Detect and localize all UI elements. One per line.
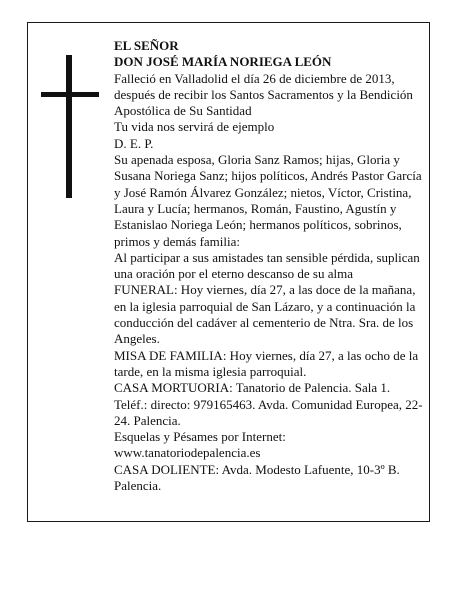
title-line-1: EL SEÑOR (114, 38, 179, 53)
family-list: Su apenada esposa, Gloria Sanz Ramos; hijas, Gloria y Susana Noriega Sanz; hijos políticos, Andrés Pastor García y José Ramón Álvarez González; nietos, Víctor, Cristina, Laura y Lucía; hermanos, Román, Faustino, Agustín y Estanislao Noriega León; hermanos políticos, sobrinos, primos y demás familia: (114, 152, 422, 249)
mourning-house-info: CASA DOLIENTE: Avda. Modesto Lafuente, 10-3º B. Palencia. (114, 461, 400, 494)
condolences-label: Esquelas y Pésames por Internet: (114, 429, 286, 445)
obituary-text (114, 38, 424, 494)
death-notice: Falleció en Valladolid el día 26 de diciembre de 2013, después de recibir los Santos Sacramentos y la Bendición Apostólica de Su Santidad (114, 70, 413, 119)
memorial-phrase: Tu vida nos servirá de ejemplo (114, 119, 275, 135)
rip: D. E. P. (114, 135, 154, 151)
funeral-info: FUNERAL: Hoy viernes, día 27, a las doce de la mañana, en la iglesia parroquial de San Lázaro, y a continuación la conducción del cadáver al cementerio de Ntra. Sra. de los Angeles. (114, 282, 416, 347)
cross-horizontal-bar (41, 92, 99, 97)
condolences-url: www.tanatoriodepalencia.es (114, 445, 261, 461)
funeral-home-info: CASA MORTUORIA: Tanatorio de Palencia. Sala 1. Teléf.: directo: 979165463. Avda. Comunidad Europea, 22-24. Palencia. (114, 380, 423, 428)
prayer-request: Al participar a sus amistades tan sensible pérdida, suplican una oración por el eterno descanso de su alma (114, 249, 420, 282)
deceased-name: DON JOSÉ MARÍA NORIEGA LEÓN (114, 54, 332, 70)
cross-vertical-bar (66, 55, 72, 198)
cross-icon (41, 55, 99, 198)
family-mass-info: MISA DE FAMILIA: Hoy viernes, día 27, a las ocho de la tarde, en la misma iglesia parroquial. (114, 347, 419, 379)
